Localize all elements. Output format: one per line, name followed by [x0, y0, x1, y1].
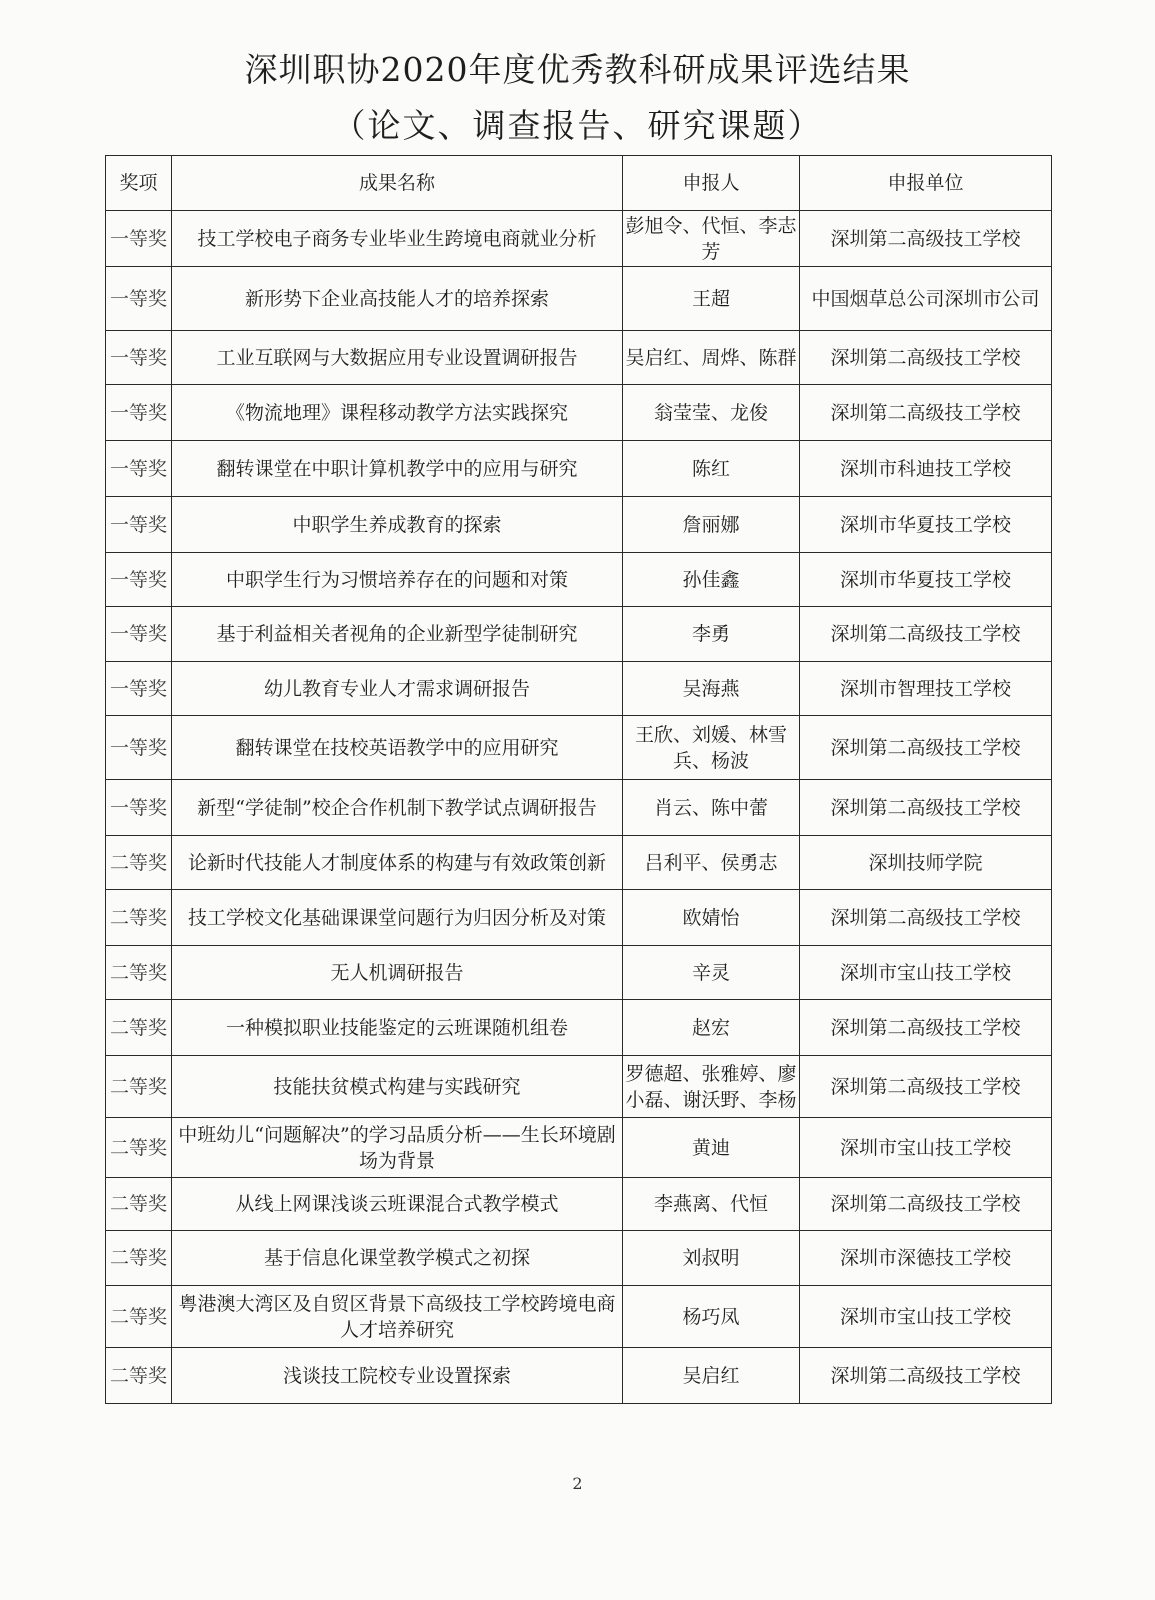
- applicant-cell: 李燕离、代恒: [623, 1178, 800, 1231]
- table-row: [106, 1231, 1052, 1286]
- applicant-cell: 王超: [623, 267, 800, 331]
- header-title: 成果名称: [172, 156, 623, 211]
- unit-cell: 深圳第二高级技工学校: [800, 890, 1052, 946]
- table-row: [106, 1286, 1052, 1348]
- award-cell: 一等奖: [106, 497, 172, 553]
- applicant-cell: 孙佳鑫: [623, 553, 800, 607]
- title-cell: 基于利益相关者视角的企业新型学徒制研究: [172, 607, 623, 662]
- table-row: [106, 267, 1052, 331]
- document-title: 深圳职协2020年度优秀教科研成果评选结果: [244, 50, 911, 89]
- table-row: [106, 780, 1052, 836]
- table-row: [106, 1118, 1052, 1178]
- applicant-cell: 吴启红、周烨、陈群: [623, 331, 800, 385]
- title-cell: 浅谈技工院校专业设置探索: [172, 1348, 623, 1404]
- table-row: [106, 607, 1052, 662]
- applicant-cell: 黄迪: [623, 1118, 800, 1178]
- award-cell: 二等奖: [106, 1056, 172, 1118]
- applicant-cell: 翁莹莹、龙俊: [623, 385, 800, 441]
- table-row: [106, 441, 1052, 497]
- award-cell: 一等奖: [106, 553, 172, 607]
- unit-cell: 深圳市智理技工学校: [800, 662, 1052, 716]
- award-cell: 二等奖: [106, 1286, 172, 1348]
- table-row: [106, 331, 1052, 385]
- unit-cell: 深圳第二高级技工学校: [800, 1178, 1052, 1231]
- title-cell: 技工学校文化基础课课堂问题行为归因分析及对策: [172, 890, 623, 946]
- applicant-cell: 罗德超、张雅婷、廖小磊、谢沃野、李杨: [623, 1056, 800, 1118]
- document-subtitle: （论文、调查报告、研究课题）: [332, 106, 823, 145]
- applicant-cell: 辛灵: [623, 946, 800, 1000]
- unit-cell: 深圳第二高级技工学校: [800, 385, 1052, 441]
- table-row: [106, 946, 1052, 1000]
- applicant-cell: 陈红: [623, 441, 800, 497]
- header-award: 奖项: [106, 156, 172, 211]
- table-row: [106, 385, 1052, 441]
- table-row: [106, 890, 1052, 946]
- applicant-cell: 吕利平、侯勇志: [623, 836, 800, 890]
- applicant-cell: 詹丽娜: [623, 497, 800, 553]
- unit-cell: 深圳市华夏技工学校: [800, 553, 1052, 607]
- unit-cell: 深圳第二高级技工学校: [800, 1056, 1052, 1118]
- award-cell: 一等奖: [106, 385, 172, 441]
- applicant-cell: 赵宏: [623, 1000, 800, 1056]
- applicant-cell: 刘叔明: [623, 1231, 800, 1286]
- applicant-cell: 李勇: [623, 607, 800, 662]
- applicant-cell: 王欣、刘媛、林雪兵、杨波: [623, 716, 800, 780]
- table-row: [106, 1056, 1052, 1118]
- title-cell: 一种模拟职业技能鉴定的云班课随机组卷: [172, 1000, 623, 1056]
- applicant-cell: 吴海燕: [623, 662, 800, 716]
- unit-cell: 深圳第二高级技工学校: [800, 211, 1052, 267]
- table-row: [106, 1348, 1052, 1404]
- applicant-cell: 肖云、陈中蕾: [623, 780, 800, 836]
- award-cell: 一等奖: [106, 716, 172, 780]
- table-row: [106, 1000, 1052, 1056]
- unit-cell: 深圳市深德技工学校: [800, 1231, 1052, 1286]
- unit-cell: 中国烟草总公司深圳市公司: [800, 267, 1052, 331]
- title-cell: 新形势下企业高技能人才的培养探索: [172, 267, 623, 331]
- title-cell: 幼儿教育专业人才需求调研报告: [172, 662, 623, 716]
- applicant-cell: 吴启红: [623, 1348, 800, 1404]
- table-row: [106, 662, 1052, 716]
- unit-cell: 深圳市科迪技工学校: [800, 441, 1052, 497]
- table-row: [106, 553, 1052, 607]
- page-number: 2: [572, 1474, 583, 1493]
- title-cell: 基于信息化课堂教学模式之初探: [172, 1231, 623, 1286]
- title-cell: 从线上网课浅谈云班课混合式教学模式: [172, 1178, 623, 1231]
- award-cell: 一等奖: [106, 267, 172, 331]
- applicant-cell: 欧婧怡: [623, 890, 800, 946]
- award-cell: 一等奖: [106, 331, 172, 385]
- unit-cell: 深圳技师学院: [800, 836, 1052, 890]
- title-cell: 翻转课堂在中职计算机教学中的应用与研究: [172, 441, 623, 497]
- award-cell: 二等奖: [106, 1000, 172, 1056]
- table-row: [106, 211, 1052, 267]
- award-cell: 二等奖: [106, 1231, 172, 1286]
- title-cell: 论新时代技能人才制度体系的构建与有效政策创新: [172, 836, 623, 890]
- award-cell: 一等奖: [106, 211, 172, 267]
- unit-cell: 深圳市宝山技工学校: [800, 946, 1052, 1000]
- table-row: [106, 1178, 1052, 1231]
- applicant-cell: 彭旭令、代恒、李志芳: [623, 211, 800, 267]
- unit-cell: 深圳第二高级技工学校: [800, 1348, 1052, 1404]
- title-cell: 工业互联网与大数据应用专业设置调研报告: [172, 331, 623, 385]
- unit-cell: 深圳第二高级技工学校: [800, 1000, 1052, 1056]
- table-header-row: [106, 156, 1052, 211]
- award-cell: 二等奖: [106, 1348, 172, 1404]
- award-cell: 二等奖: [106, 1118, 172, 1178]
- title-cell: 新型“学徒制”校企合作机制下教学试点调研报告: [172, 780, 623, 836]
- unit-cell: 深圳市宝山技工学校: [800, 1118, 1052, 1178]
- header-unit: 申报单位: [800, 156, 1052, 211]
- award-cell: 二等奖: [106, 1178, 172, 1231]
- table-row: [106, 497, 1052, 553]
- award-cell: 二等奖: [106, 836, 172, 890]
- title-cell: 中班幼儿“问题解决”的学习品质分析——生长环境剧场为背景: [172, 1118, 623, 1178]
- title-cell: 翻转课堂在技校英语教学中的应用研究: [172, 716, 623, 780]
- title-cell: 中职学生养成教育的探索: [172, 497, 623, 553]
- unit-cell: 深圳第二高级技工学校: [800, 780, 1052, 836]
- table-row: [106, 716, 1052, 780]
- title-cell: 无人机调研报告: [172, 946, 623, 1000]
- title-cell: 技工学校电子商务专业毕业生跨境电商就业分析: [172, 211, 623, 267]
- title-cell: 中职学生行为习惯培养存在的问题和对策: [172, 553, 623, 607]
- unit-cell: 深圳第二高级技工学校: [800, 716, 1052, 780]
- header-applicant: 申报人: [623, 156, 800, 211]
- award-cell: 一等奖: [106, 441, 172, 497]
- results-table: [105, 155, 1052, 1404]
- unit-cell: 深圳市宝山技工学校: [800, 1286, 1052, 1348]
- award-cell: 一等奖: [106, 607, 172, 662]
- unit-cell: 深圳第二高级技工学校: [800, 331, 1052, 385]
- title-cell: 技能扶贫模式构建与实践研究: [172, 1056, 623, 1118]
- applicant-cell: 杨巧凤: [623, 1286, 800, 1348]
- table-row: [106, 836, 1052, 890]
- title-cell: 《物流地理》课程移动教学方法实践探究: [172, 385, 623, 441]
- title-cell: 粤港澳大湾区及自贸区背景下高级技工学校跨境电商人才培养研究: [172, 1286, 623, 1348]
- award-cell: 二等奖: [106, 890, 172, 946]
- unit-cell: 深圳第二高级技工学校: [800, 607, 1052, 662]
- award-cell: 二等奖: [106, 946, 172, 1000]
- unit-cell: 深圳市华夏技工学校: [800, 497, 1052, 553]
- award-cell: 一等奖: [106, 662, 172, 716]
- award-cell: 一等奖: [106, 780, 172, 836]
